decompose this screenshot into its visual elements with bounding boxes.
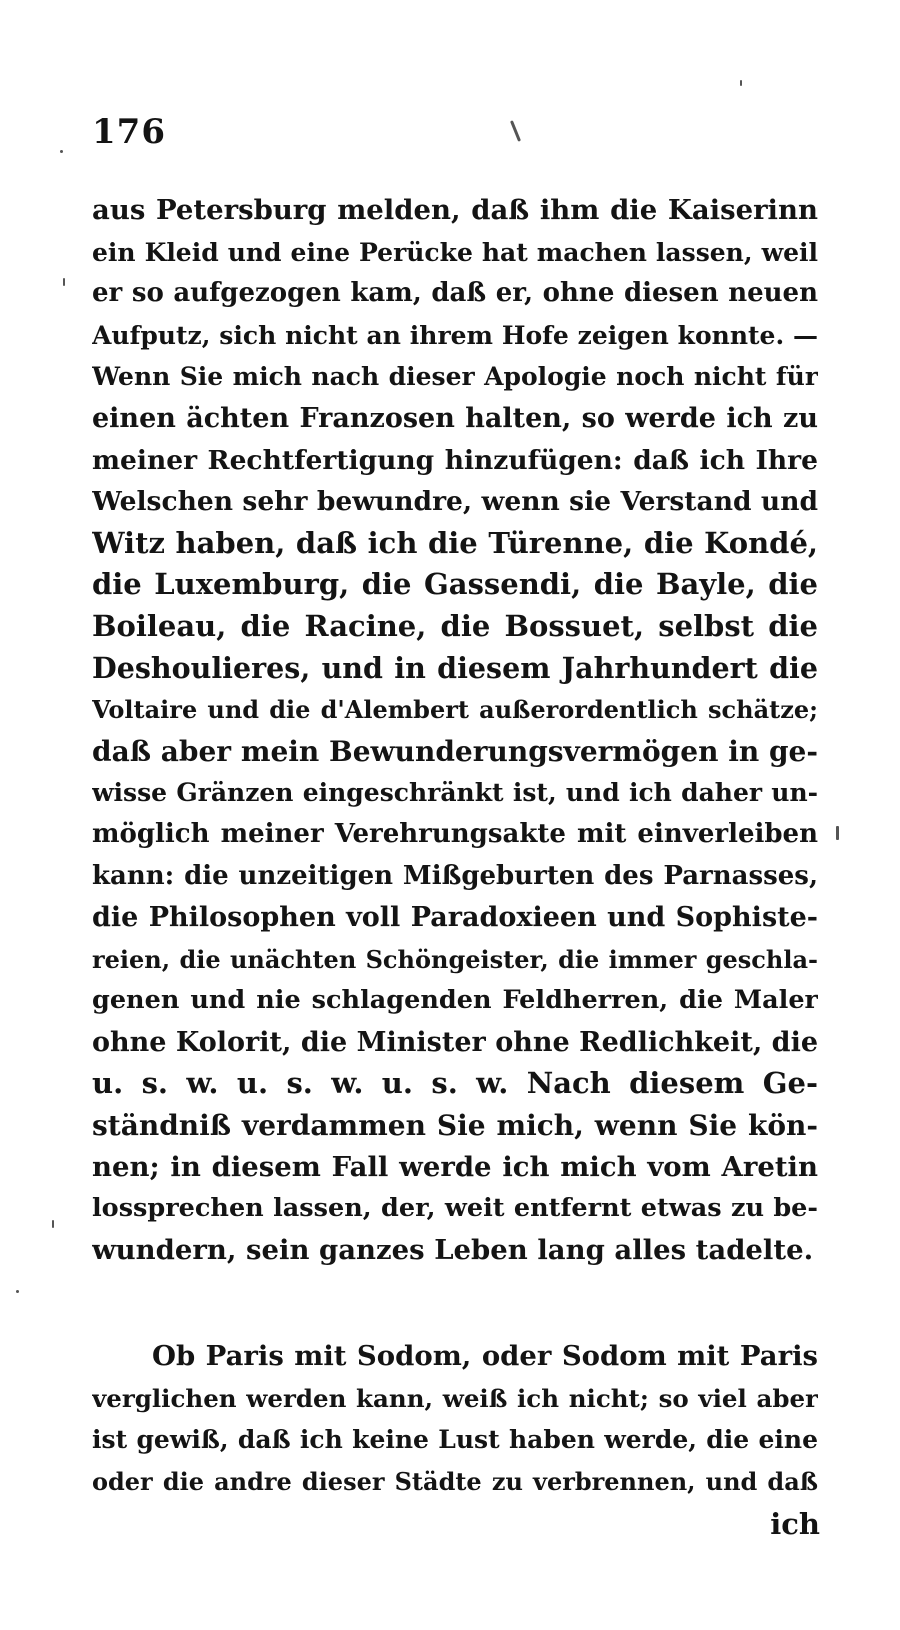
text-line: ein Kleid und eine Perücke hat machen lassen, weil (92, 237, 818, 267)
text-line: ständniß verdammen Sie mich, wenn Sie kön- (92, 1109, 818, 1143)
text-line: Welschen sehr bewundre, wenn sie Verstand und (92, 486, 818, 518)
text-line: reien, die unächten Schöngeister, die immer geschla- (92, 944, 818, 974)
text-line: genen und nie schlagenden Feldherren, die Maler (92, 985, 818, 1016)
text-line: einen ächten Franzosen halten, so werde ich zu (92, 402, 818, 434)
text-line: Ob Paris mit Sodom, oder Sodom mit Paris (152, 1340, 818, 1372)
scan-speck (510, 120, 521, 142)
text-line: u. s. w. u. s. w. u. s. w. Nach diesem Ge- (92, 1066, 818, 1101)
text-line: wundern, sein ganzes Leben lang alles tadelte. (92, 1233, 814, 1266)
scan-speck (63, 278, 65, 286)
page-number: 176 (92, 112, 166, 152)
scan-speck (740, 80, 742, 86)
text-line: die Luxemburg, die Gassendi, die Bayle, die (92, 567, 818, 602)
text-line: kann: die unzeitigen Mißgeburten des Parnasses, (92, 860, 818, 891)
text-line: meiner Rechtfertigung hinzufügen: daß ich Ihre (92, 444, 818, 476)
scan-speck (16, 1290, 19, 1293)
scan-speck (60, 150, 63, 153)
paragraph-2 (92, 1336, 818, 1502)
text-line: die Philosophen voll Paradoxieen und Sophiste- (92, 902, 818, 934)
text-line: aus Petersburg melden, daß ihm die Kaiserinn (92, 194, 818, 226)
text-line: Aufputz, sich nicht an ihrem Hofe zeigen konnte. — (92, 320, 818, 350)
text-line: verglichen werden kann, weiß ich nicht; so viel aber (92, 1383, 818, 1413)
text-line: nen; in diesem Fall werde ich mich vom Aretin (92, 1150, 818, 1183)
text-line: Deshoulieres, und in diesem Jahrhundert die (92, 650, 818, 685)
catchword: ich (770, 1507, 820, 1541)
text-line: Witz haben, daß ich die Türenne, die Kondé, (92, 525, 818, 560)
scan-speck (52, 1220, 54, 1228)
text-line: ist gewiß, daß ich keine Lust haben werde, die eine (92, 1425, 818, 1455)
text-line: oder die andre dieser Städte zu verbrennen, und daß (92, 1466, 818, 1496)
text-line: möglich meiner Verehrungsakte mit einverleiben (92, 818, 818, 849)
text-line: daß aber mein Bewunderungsvermögen in ge- (92, 734, 818, 768)
scan-speck (836, 826, 839, 840)
text-line: wisse Gränzen eingeschränkt ist, und ich daher un- (92, 778, 818, 808)
text-line: Voltaire und die d'Alembert außerordentlich schätze; (92, 695, 818, 725)
text-line: ohne Kolorit, die Minister ohne Redlichkeit, die (92, 1026, 818, 1058)
text-line: lossprechen lassen, der, weit entfernt etwas zu be- (92, 1193, 818, 1224)
text-line: Wenn Sie mich nach dieser Apologie noch nicht für (92, 362, 818, 392)
text-line: er so aufgezogen kam, daß er, ohne diesen neuen (92, 278, 818, 309)
paragraph-1 (92, 190, 818, 1271)
text-line: Boileau, die Racine, die Bossuet, selbst die (92, 608, 818, 643)
